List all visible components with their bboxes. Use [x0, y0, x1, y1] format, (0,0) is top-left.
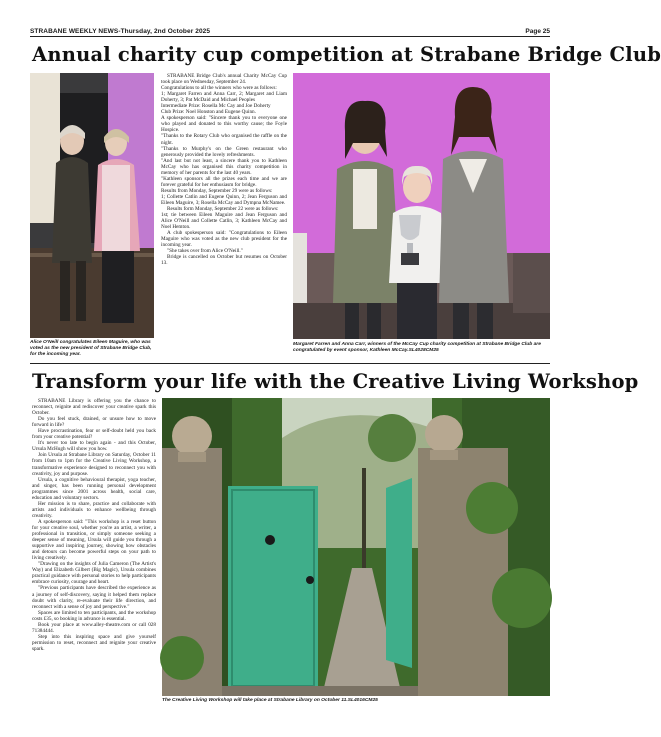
photo-library-garden-gate [162, 398, 550, 696]
story-divider [30, 363, 550, 364]
paragraph: Congratulations to all the winners who were as follows: [161, 85, 277, 92]
header-rule [30, 36, 550, 37]
paragraph: 1; Collette Catlin and Eugene Quinn, 2; Jean Ferguson and Eileen Maguire, 3; Rosella McCay and Dympna McNamee. [161, 193, 287, 206]
story2-body [32, 398, 156, 652]
caption-right-photo: Margaret Farren and Anna Carr, winners of the McCay Cup charity competition at Strabane Bridge Club are congratulated by event sponsor, Kathleen McCay.SL4028CM25 [293, 342, 541, 353]
story2-headline: Transform your life with the Creative Living Workshop [32, 370, 639, 393]
paragraph: Intermediate Prize: Rosella Mc Cay and Joe Doherty [161, 103, 271, 110]
masthead-date: STRABANE WEEKLY NEWS-Thursday, 2nd October 2025 [30, 28, 211, 35]
paragraph: STRABANE Bridge Club's annual Charity McCay Cup took place on Wednesday, September 24. [161, 73, 287, 86]
paragraph: Ursula, a cognitive behavioural therapist, yoga teacher, and singer, has been running personal development programmes since 2001 across health, social care, education and voluntary sectors. [32, 476, 156, 501]
paragraph: "Thanks to the Rotary Club who organised the raffle on the night. [161, 133, 287, 146]
paragraph: "Thanks to Murphy's on the Green restaurant who generously provided the lovely refreshments. [161, 145, 287, 158]
paragraph: Step into this inspiring space and give yourself permission to reset, reconnect and reignite your creative spark. [32, 633, 156, 652]
paragraph: "Drawing on the insights of Julia Cameron (The Artist's Way) and Elizabeth Gilbert (Big Magic), Ursula combines practical guidance with personal stories to help participants embrace curiosity, courage and heart. [32, 561, 156, 586]
paragraph: "Previous participants have described the experience as a journey of self-discovery, saying it helped them replace doubt with clarity, re-evaluate their life direction, and reconnect with a sense of joy and perspective." [32, 585, 156, 610]
story1-headline: Annual charity cup competition at Strabane Bridge Club [32, 43, 661, 66]
paragraph: Results from Monday, September 29 were as follows: [161, 187, 273, 194]
paragraph: Results form Monday, September 22 were as follows: [167, 206, 279, 213]
paragraph: Club Prize: Noel Honston and Eugene Quinn. [161, 109, 256, 116]
paragraph: A spokesperson said: "Sincere thank you to everyone one who played and donated to this worthy cause; the Foyle Hospice. [161, 115, 287, 134]
photo-eileen-alice [30, 73, 154, 338]
story1-body [161, 73, 287, 267]
photo-mccay-cup-winners [293, 73, 550, 339]
paragraph: A club spokesperson said: "Congratulations to Eileen Maguire who was voted as the new club president for the incoming year. [161, 230, 287, 249]
paragraph: Spaces are limited to ten participants, and the workshop costs £35, so booking in advance is essential. [32, 609, 156, 622]
paragraph: Her mission is to share, practice and collaborate with artists and individuals to enhance wellbeing through creativity. [32, 500, 156, 519]
paragraph: A spokesperson said: "This workshop is a reset button for your creative soul, whether you're an artist, a writer, a professional in transition, or simply someone seeking a deeper sense of meaning, Ursula will guide you through a supportive and inspiring journey, showing how obstacles and detours can become powerful steps on your path to living creatively. [32, 518, 156, 562]
page-number: Page 25 [525, 28, 550, 35]
paragraph: 1st; tie between Eileen Maguire and Jean Ferguson and Alice O'Neill and Collette Catlin, 3; Kathleen McCay and Noel Hemton. [161, 212, 287, 231]
paragraph: Have procrastination, fear or self-doubt held you back from your creative potential? [32, 428, 156, 441]
caption-left-photo: Alice O'Neill congratulates Eileen Maguire, who was voted as the new president of Strabane Bridge Club, for the incoming year. [30, 340, 152, 357]
paragraph: 1; Margaret Farren and Anna Carr, 2; Margaret and Liam Doherty, 3; Pat McDaid and Michael Peoples [161, 91, 287, 104]
paragraph: STRABANE Library is offering you the chance to reconnect, reignite and rediscover your creative spark this October. [32, 398, 156, 417]
paragraph: "And last but not least, a sincere thank you to Kathleen McCay who has organised this charity competition in memory of her parents for the last 40 years. [161, 157, 287, 176]
paragraph: Do you feel stuck, drained, or unsure how to move forward in life? [32, 416, 156, 429]
paragraph: Join Ursula at Strabane Library on Saturday, October 11 from 10am to 1pm for the Creative Living Workshop, a transformative experience designed to reconnect you with creativity, joy and purpose. [32, 452, 156, 477]
paragraph: It's never too late to begin again - and this October, Ursula McHugh will show you how. [32, 440, 156, 453]
paragraph: Book your place at www.alley-theatre.com or call 028 71384444. [32, 621, 156, 634]
paragraph: Bridge is cancelled on October but resumes on October 13. [161, 254, 287, 267]
paragraph: "Kathleen sponsors all the prizes each time and we are forever grateful for her enthusiasm for bridge. [161, 175, 287, 188]
paragraph: "She takes over from Alice O'Neill." [167, 248, 243, 255]
caption-gate-photo: The Creative Living Workshop will take place at Strabane Library on October 11.SL4016CM25 [162, 698, 378, 703]
